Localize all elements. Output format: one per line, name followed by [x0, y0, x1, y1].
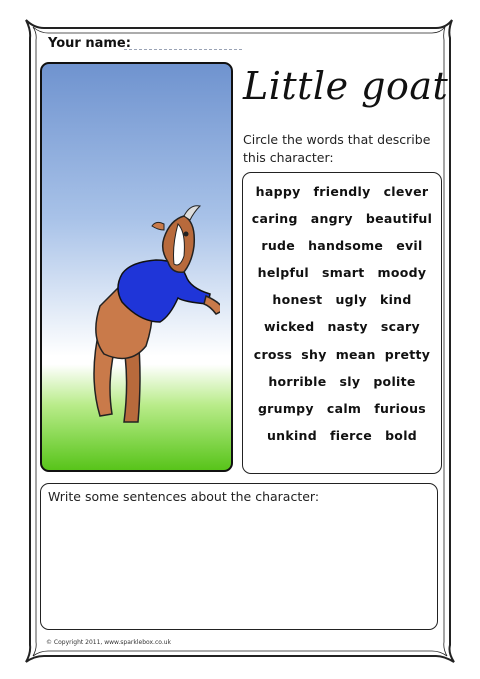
word-option[interactable]: nasty	[327, 319, 368, 334]
word-option[interactable]: shy	[301, 347, 327, 362]
word-option[interactable]: mean	[335, 347, 376, 362]
word-row	[243, 428, 441, 443]
word-option[interactable]: helpful	[257, 265, 309, 280]
word-option[interactable]: handsome	[308, 238, 384, 253]
word-option[interactable]: scary	[380, 319, 420, 334]
word-option[interactable]: polite	[373, 374, 416, 389]
word-option[interactable]: kind	[379, 292, 412, 307]
word-option[interactable]: happy	[255, 184, 301, 199]
name-entry-line[interactable]	[124, 49, 242, 50]
word-option[interactable]: sly	[339, 374, 361, 389]
word-option[interactable]: beautiful	[365, 211, 433, 226]
word-option[interactable]: angry	[310, 211, 353, 226]
word-option[interactable]: fierce	[330, 428, 373, 443]
word-option[interactable]: wicked	[264, 319, 315, 334]
word-bank	[242, 172, 442, 474]
word-row	[243, 265, 441, 280]
instruction-text: Circle the words that describe this character:	[243, 132, 431, 165]
word-row	[243, 401, 441, 416]
word-row	[243, 319, 441, 334]
word-option[interactable]: pretty	[384, 347, 431, 362]
word-option[interactable]: honest	[272, 292, 323, 307]
word-option[interactable]: evil	[396, 238, 423, 253]
word-option[interactable]: horrible	[268, 374, 327, 389]
character-picture-panel	[40, 62, 233, 472]
word-option[interactable]: moody	[377, 265, 427, 280]
word-row	[243, 292, 441, 307]
word-option[interactable]: smart	[322, 265, 365, 280]
copyright-text: © Copyright 2011, www.sparklebox.co.uk	[46, 639, 172, 646]
word-option[interactable]: furious	[374, 401, 427, 416]
word-row	[243, 211, 441, 226]
word-row	[243, 374, 441, 389]
word-row	[243, 347, 441, 362]
goat-illustration	[60, 176, 220, 436]
word-row	[243, 184, 441, 199]
writing-area[interactable]	[40, 483, 438, 630]
word-option[interactable]: ugly	[335, 292, 367, 307]
name-label: Your name:	[48, 36, 131, 51]
word-option[interactable]: unkind	[266, 428, 317, 443]
word-option[interactable]: clever	[383, 184, 429, 199]
page-title: Little goat	[243, 64, 449, 108]
word-option[interactable]: caring	[251, 211, 298, 226]
writing-prompt: Write some sentences about the character:	[48, 489, 320, 504]
word-option[interactable]: rude	[261, 238, 296, 253]
word-option[interactable]: calm	[326, 401, 362, 416]
word-option[interactable]: friendly	[313, 184, 371, 199]
word-option[interactable]: bold	[385, 428, 418, 443]
word-option[interactable]: cross	[253, 347, 293, 362]
word-option[interactable]: grumpy	[257, 401, 314, 416]
word-row	[243, 238, 441, 253]
